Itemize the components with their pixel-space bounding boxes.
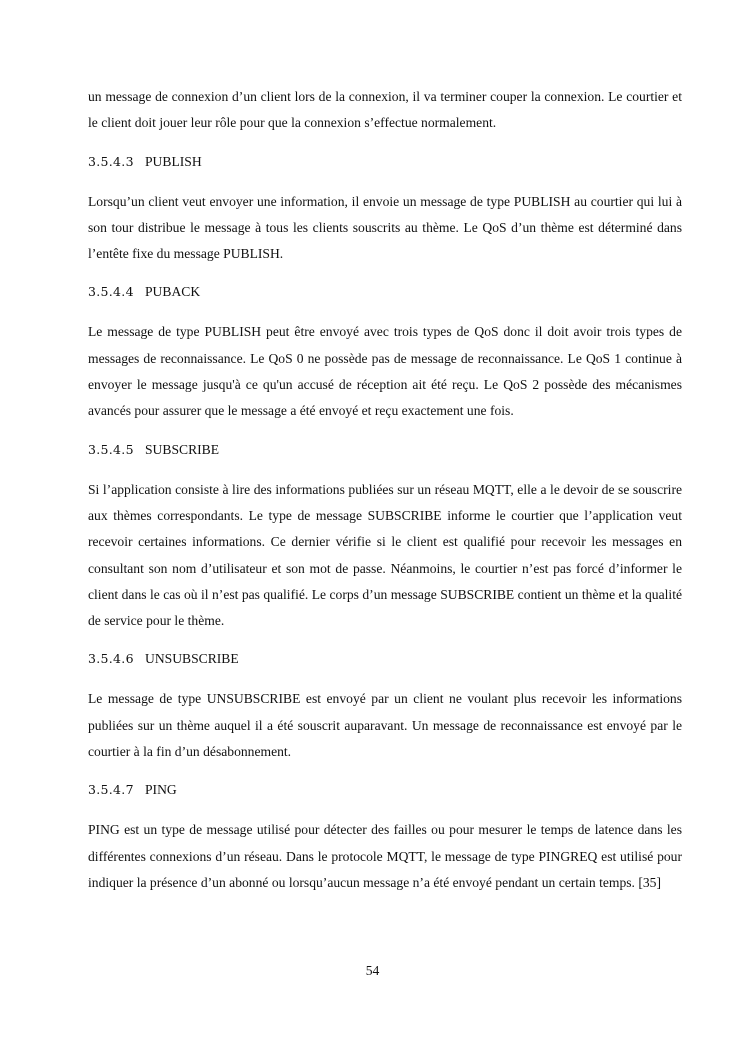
section-title: UNSUBSCRIBE — [145, 651, 239, 667]
page-content — [88, 84, 682, 896]
section-number: 3.5.4.4 — [88, 284, 134, 300]
section-number: 3.5.4.5 — [88, 441, 134, 457]
paragraph-subscribe: Si l’application consiste à lire des informations publiées sur un réseau MQTT, elle a le devoir de se souscrire aux thèmes correspondants. Le type de message SUBSCRIBE informe le courtier que l’application veut recevoir certaines informations. Ce dernier vérifie si le client est qualifié pour recevoir les messages en consultant son nom d’utilisateur et son mot de passe. Néanmoins, le courtier n’est pas forcé d’informer le client dans le cas où il n’est pas qualifié. Le corps d’un message SUBSCRIBE contient un thème et la qualité de service pour le thème. — [88, 481, 682, 629]
section-number: 3.5.4.6 — [88, 651, 134, 667]
section-title: PUBLISH — [145, 153, 202, 169]
paragraph-puback: Le message de type PUBLISH peut être envoyé avec trois types de QoS donc il doit avoir trois types de messages de reconnaissance. Le QoS 0 ne possède pas de message de reconnaissance. Le QoS 1 continue à envoyer le message jusqu'à ce qu'un accusé de réception ait été reçu. Le QoS 2 possède des mécanismes avancés pour assurer que le message a été envoyé et reçu exactement une fois. — [88, 324, 682, 419]
section-heading-puback — [88, 279, 682, 305]
section-title: PUBACK — [145, 284, 201, 300]
paragraph-ping: PING est un type de message utilisé pour détecter des failles ou pour mesurer le temps de latence dans les différentes connexions d’un réseau. Dans le protocole MQTT, le message de type PINGREQ est utilisé pour indiquer la présence d’un abonné ou lorsqu’aucun message n’a été envoyé pendant un certain temps. [35] — [88, 822, 682, 890]
section-title: PING — [145, 782, 177, 798]
section-heading-publish — [88, 149, 682, 175]
section-heading-unsubscribe — [88, 646, 682, 672]
section-heading-ping — [88, 777, 682, 803]
paragraph-unsubscribe: Le message de type UNSUBSCRIBE est envoyé par un client ne voulant plus recevoir les informations publiées sur un thème auquel il a été souscrit auparavant. Un message de reconnaissance est envoyé par le courtier à la fin d’un désabonnement. — [88, 691, 682, 760]
paragraph-publish: Lorsqu’un client veut envoyer une information, il envoie un message de type PUBLISH au courtier qui lui à son tour distribue le message à tous les clients souscrits au thème. Le QoS d’un thème est déterminé dans l’entête fixe du message PUBLISH. — [88, 193, 682, 262]
section-heading-subscribe — [88, 437, 682, 463]
section-title: SUBSCRIBE — [145, 441, 220, 457]
page-number: 54 — [365, 963, 380, 978]
paragraph-intro: un message de connexion d’un client lors de la connexion, il va terminer couper la connexion. Le courtier et le client doit jouer leur rôle pour que la connexion s’effectue normalement. — [88, 89, 682, 131]
section-number: 3.5.4.3 — [88, 153, 134, 169]
section-number: 3.5.4.7 — [88, 782, 134, 798]
